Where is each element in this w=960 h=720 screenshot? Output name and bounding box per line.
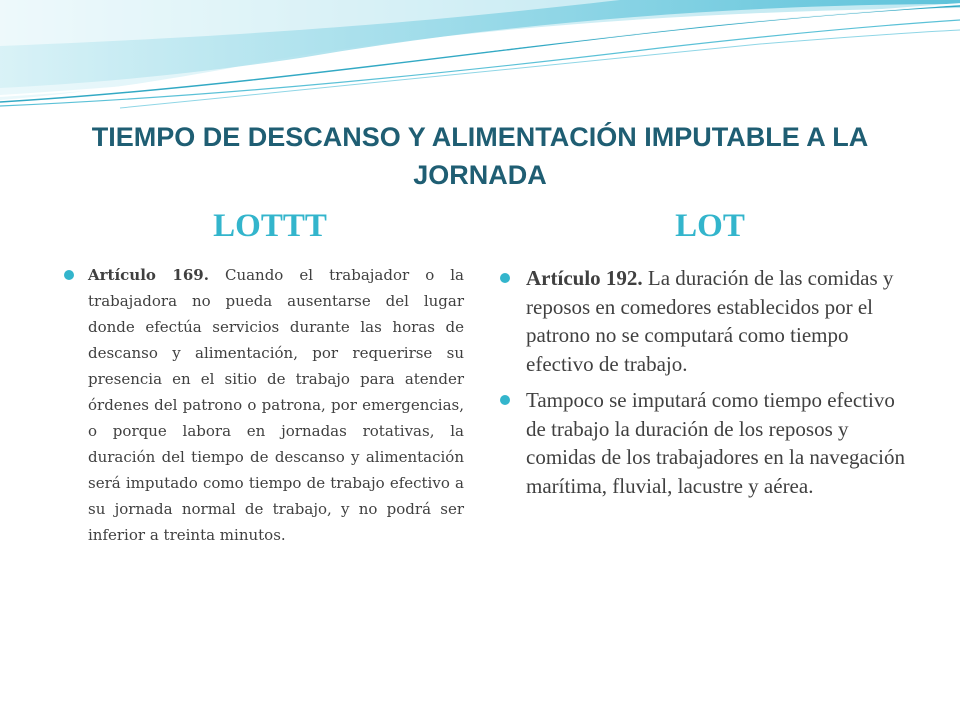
right-column-list [498,264,908,508]
article-text: Cuando el trabajador o la trabajadora no pueda ausentarse del lugar donde efectúa servicios durante las horas de descanso y alimentación, por requerirse su presencia en el sitio de trabajo para atender órdenes del patrono o patrona, por emergencias, o porque labora en jornadas rotativas, la duración del tiempo de descanso y alimentación será imputado como tiempo de trabajo efectivo a su jornada normal de trabajo, y no podrá ser inferior a treinta minutos. [88,266,464,544]
article-text: La duración de las comidas y reposos en comedores establecidos por el patrono no se computará como tiempo efectivo de trabajo. [526,266,894,376]
list-item [60,262,464,548]
list-item [498,386,908,500]
bullet-icon [500,395,510,405]
article-number: Artículo 192. [526,266,643,290]
left-column-list [60,262,464,548]
list-item [498,264,908,378]
left-column-heading: LOTTT [213,208,327,244]
article-number: Artículo 169. [88,266,209,284]
article-text: Tampoco se imputará como tiempo efectivo de trabajo la duración de los reposos y comidas de los trabajadores en la navegación marítima, fluvial, lacustre y aérea. [526,388,906,498]
bullet-icon [64,270,74,280]
right-column-heading: LOT [675,208,745,244]
slide-title: TIEMPO DE DESCANSO Y ALIMENTACIÓN IMPUTABLE A LA JORNADA [91,122,869,190]
bullet-icon [500,273,510,283]
header-wave-decoration [0,0,960,110]
